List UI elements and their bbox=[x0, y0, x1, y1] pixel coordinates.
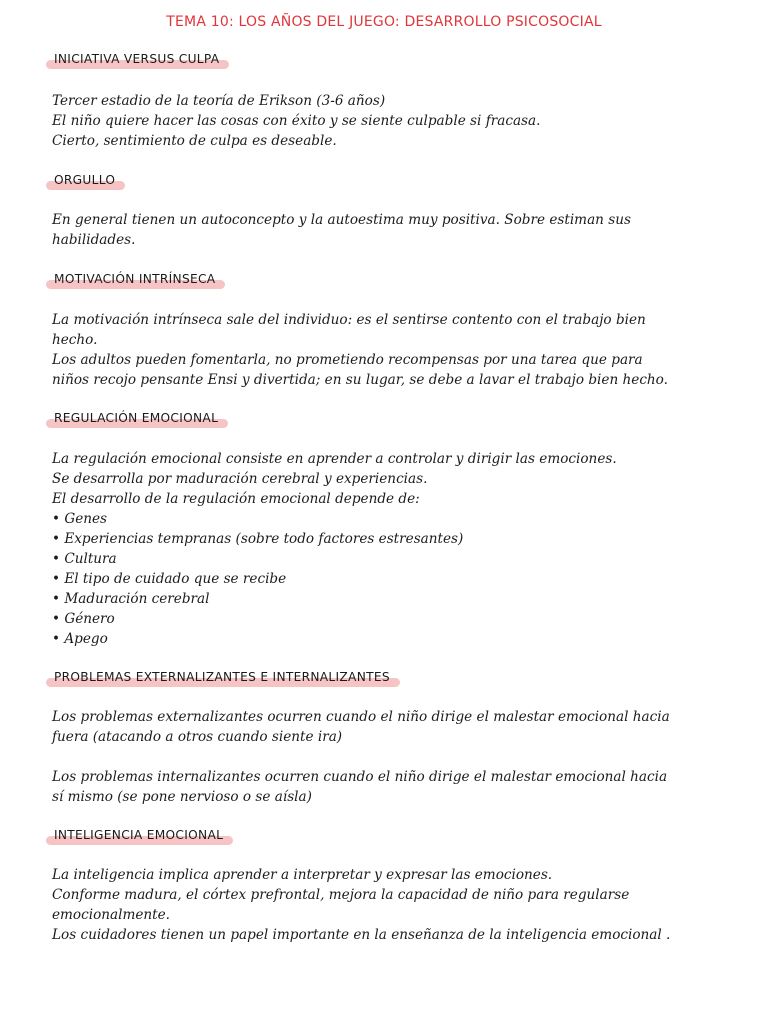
body-line: Los adultos pueden fomentarla, no prometiendo recompensas por una tarea que para bbox=[52, 352, 643, 368]
page-title: TEMA 10: LOS AÑOS DEL JUEGO: DESARROLLO PSICOSOCIAL bbox=[166, 14, 602, 30]
body-line: hecho. bbox=[52, 332, 98, 348]
section-body-iniciativa bbox=[52, 91, 728, 151]
section-body-motivacion bbox=[52, 310, 728, 390]
section-heading-problemas: PROBLEMAS EXTERNALIZANTES E INTERNALIZANTES bbox=[52, 670, 392, 684]
body-line: El niño quiere hacer las cosas con éxito y se siente culpable si fracasa. bbox=[52, 113, 541, 129]
section-body-inteligencia bbox=[52, 865, 728, 945]
body-line: La regulación emocional consiste en aprender a controlar y dirigir las emociones. bbox=[52, 451, 617, 467]
body-line: habilidades. bbox=[52, 232, 136, 248]
section-heading-regulacion: REGULACIÓN EMOCIONAL bbox=[52, 411, 220, 425]
body-line: Cierto, sentimiento de culpa es deseable. bbox=[52, 133, 337, 149]
section-body-orgullo bbox=[52, 210, 728, 250]
section-heading-inteligencia: INTELIGENCIA EMOCIONAL bbox=[52, 828, 225, 842]
body-line: Conforme madura, el córtex prefrontal, mejora la capacidad de niño para regularse bbox=[52, 887, 630, 903]
section-body-problemas bbox=[52, 707, 728, 807]
section-heading-orgullo: ORGULLO bbox=[52, 173, 117, 187]
body-line: sí mismo (se pone nervioso o se aísla) bbox=[52, 789, 312, 805]
bullet-item: • Maduración cerebral bbox=[52, 591, 210, 607]
body-line: Los problemas externalizantes ocurren cuando el niño dirige el malestar emocional hacia bbox=[52, 709, 670, 725]
body-line bbox=[52, 747, 728, 767]
body-line: Los problemas internalizantes ocurren cuando el niño dirige el malestar emocional hacia bbox=[52, 769, 668, 785]
body-line: fuera (atacando a otros cuando siente ira) bbox=[52, 729, 343, 745]
section-body-regulacion bbox=[52, 449, 728, 649]
bullet-item: • Cultura bbox=[52, 551, 117, 567]
body-line: El desarrollo de la regulación emocional depende de: bbox=[52, 491, 420, 507]
body-line: emocionalmente. bbox=[52, 907, 170, 923]
bullet-item: • El tipo de cuidado que se recibe bbox=[52, 571, 287, 587]
body-line: Los cuidadores tienen un papel importante en la enseñanza de la inteligencia emocional . bbox=[52, 927, 671, 943]
body-line: La inteligencia implica aprender a interpretar y expresar las emociones. bbox=[52, 867, 553, 883]
body-line: Se desarrolla por maduración cerebral y experiencias. bbox=[52, 471, 428, 487]
section-heading-motivacion: MOTIVACIÓN INTRÍNSECA bbox=[52, 272, 217, 286]
bullet-item: • Género bbox=[52, 611, 115, 627]
section-heading-iniciativa: INICIATIVA VERSUS CULPA bbox=[52, 52, 221, 66]
body-line: Tercer estadio de la teoría de Erikson (3-6 años) bbox=[52, 93, 386, 109]
body-line: La motivación intrínseca sale del individuo: es el sentirse contento con el trabajo bien bbox=[52, 312, 646, 328]
body-line: niños recojo pensante Ensi y divertida; en su lugar, se debe a lavar el trabajo bien hecho. bbox=[52, 372, 668, 388]
bullet-item: • Experiencias tempranas (sobre todo factores estresantes) bbox=[52, 531, 464, 547]
bullet-item: • Apego bbox=[52, 631, 108, 647]
bullet-item: • Genes bbox=[52, 511, 108, 527]
body-line: En general tienen un autoconcepto y la autoestima muy positiva. Sobre estiman sus bbox=[52, 212, 631, 228]
